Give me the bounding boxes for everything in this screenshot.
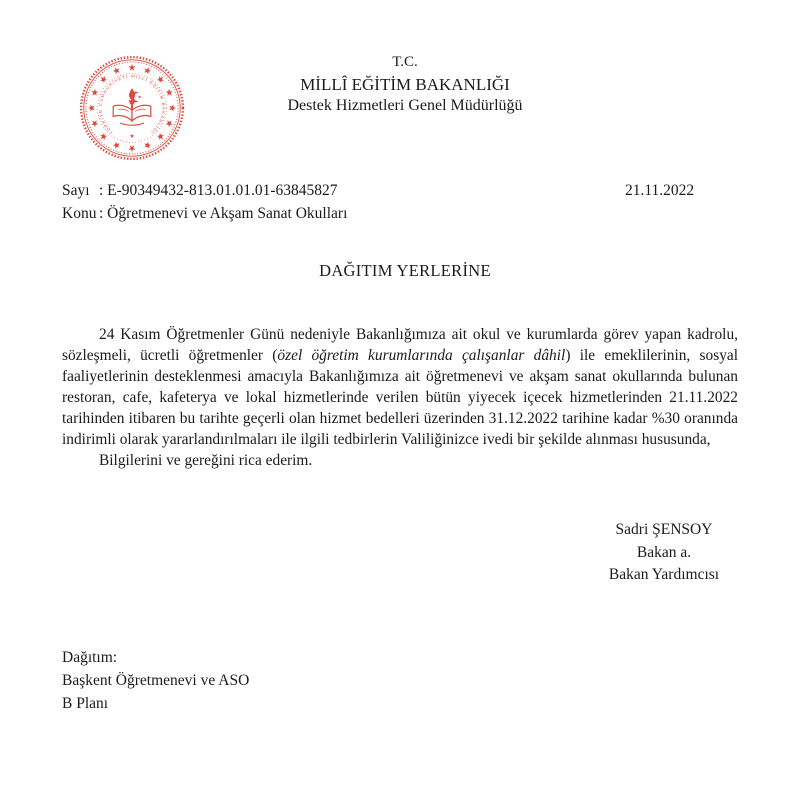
body-text-italic: özel öğretim kurumlarında çalışanlar dâhil xyxy=(277,347,566,364)
signer-duty: Bakan a. xyxy=(636,543,692,561)
signer-title: Bakan Yardımcısı xyxy=(608,566,720,583)
seal-ring-text: TÜRKİYE CUMHURİYETİ MİLLÎ EĞİTİM BAKANLIĞI xyxy=(97,73,167,135)
signature-block xyxy=(564,519,764,587)
letterhead-department: Destek Hizmetleri Genel Müdürlüğü xyxy=(287,97,523,114)
letterhead-ministry: MİLLÎ EĞİTİM BAKANLIĞI xyxy=(300,75,510,94)
reference-number-label: Sayı xyxy=(62,182,90,199)
subject-label: Konu xyxy=(62,205,97,222)
distribution-block xyxy=(62,646,249,715)
body-text-end: ) ile emeklilerinin, sosyal faaliyetlerinin desteklenmesi amacıyla Bakanlığımıza ait öğretmenevi ve akşam sanat okullarında bulunan restoran, cafe, kafeterya ve lokal hizmetlerinde verilen bütün yiyecek içecek hizmetlerinden 21.11.2022 tarihinden itibaren bu tarihte geçerli olan hizmet bedelleri üzerinden 31.12.2022 tarihine kadar %30 oranında indirimli olarak yararlandırılmaları ile ilgili tedbirlerin Valiliğinizce ivedi bir şekilde alınması hususunda, xyxy=(62,347,739,448)
body-paragraph-main xyxy=(62,324,738,450)
body-text-start: 24 Kasım Öğretmenler Günü nedeniyle Bakanlığımıza ait okul ve kurumlarda görev yapan kadrolu, sözleşmeli, ücretli öğretmenler ( xyxy=(62,326,738,364)
reference-number-value: : E-90349432-813.01.01.01-63845827 xyxy=(99,182,338,199)
signer-name: Sadri ŞENSOY xyxy=(615,521,713,538)
body-paragraph-closing: Bilgilerini ve gereğini rica ederim. xyxy=(99,452,313,469)
distribution-label: Dağıtım: xyxy=(62,649,118,666)
subject-value: : Öğretmenevi ve Akşam Sanat Okulları xyxy=(99,205,348,222)
letterhead-republic: T.C. xyxy=(392,54,418,70)
distribution-item: B Planı xyxy=(62,695,109,712)
distribution-item: Başkent Öğretmenevi ve ASO xyxy=(62,672,250,689)
letter-body xyxy=(62,324,738,471)
recipient-title: DAĞITIM YERLERİNE xyxy=(319,261,491,280)
document-date: 21.11.2022 xyxy=(625,182,695,199)
reference-number-row xyxy=(62,182,338,200)
subject-row xyxy=(62,205,347,223)
